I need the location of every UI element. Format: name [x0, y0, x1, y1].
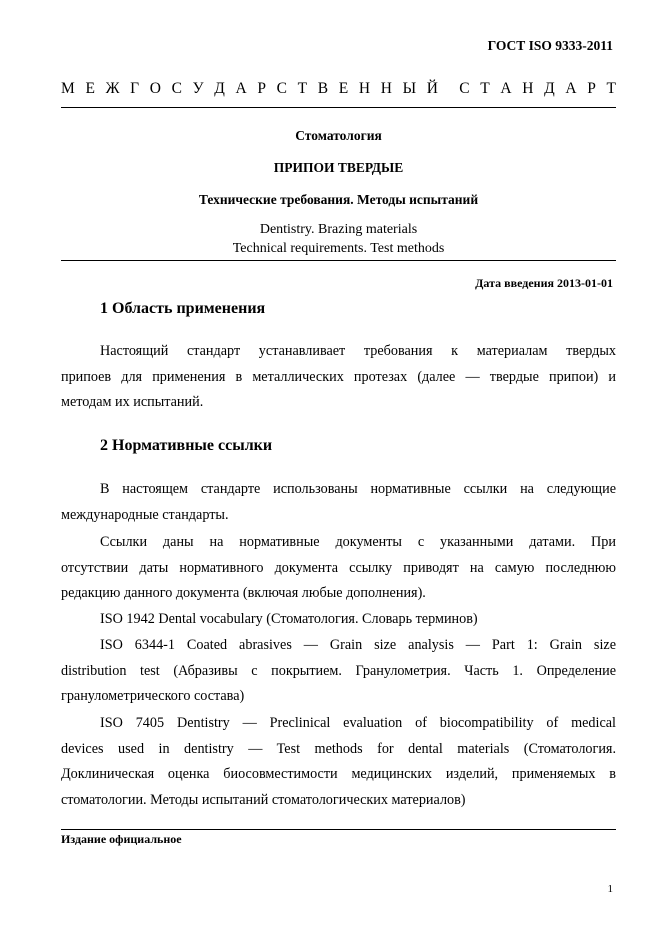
english-title-line: Dentistry. Brazing materials [259, 222, 418, 237]
interstate-letter: Н [358, 80, 371, 97]
text-line: devices used in dentistry — Test methods for dental materials (Стоматология. [61, 740, 616, 757]
section-1-heading: 1 Область применения [100, 300, 266, 317]
text-line: ISO 1942 Dental vocabulary (Стоматология. Словарь терминов) [100, 611, 478, 627]
top-divider [61, 107, 616, 108]
interstate-letter: Е [85, 80, 95, 97]
reference-iso-6344-1 [61, 633, 616, 710]
interstate-letter: Д [214, 80, 225, 97]
text-line: гранулометрического состава) [61, 688, 245, 705]
interstate-letter: О [149, 80, 161, 97]
interstate-letter: С [171, 80, 182, 97]
interstate-letter: В [317, 80, 329, 97]
interstate-letter: С [459, 80, 470, 97]
interstate-letter: Т [606, 80, 616, 97]
reference-iso-7405 [61, 711, 616, 813]
interstate-letter: А [500, 80, 512, 97]
official-edition-label: Издание официальное [61, 832, 182, 846]
text-line: Ссылки даны на нормативные документы с указанными датами. При [100, 534, 616, 550]
interstate-letter: Й [426, 80, 438, 97]
interstate-letter: Н [522, 80, 534, 97]
interstate-letter: А [565, 80, 577, 97]
text-line: distribution test (Абразивы с покрытием. Гранулометрия. Часть 1. Определение [61, 662, 616, 679]
interstate-letter: А [235, 80, 247, 97]
interstate-letter: Т [297, 80, 308, 97]
section-2-paragraph-1 [61, 477, 616, 528]
interstate-standard-heading [61, 80, 616, 98]
section-2-paragraph-2 [61, 530, 616, 607]
text-line: В настоящем стандарте использованы нормативные ссылки на следующие [100, 481, 616, 497]
section-1-paragraph [61, 339, 616, 416]
interstate-letter: Н [380, 80, 392, 97]
text-line: отсутствии даты нормативного документа ссылку приводят на самую последнюю [61, 559, 616, 576]
interstate-letter: Д [544, 80, 555, 97]
text-line: методам их испытаний. [61, 394, 204, 411]
document-code: ГОСТ ISO 9333-2011 [487, 38, 613, 53]
title-divider [61, 260, 616, 261]
text-line: стоматологии. Методы испытаний стоматологических материалов) [61, 791, 466, 808]
text-line: редакцию данного документа (включая любые дополнения). [61, 585, 426, 602]
interstate-letter: Ж [105, 80, 120, 97]
interstate-letter: Е [338, 80, 349, 97]
interstate-letter: М [61, 80, 75, 97]
interstate-letter: Ы [402, 80, 417, 97]
text-line: ISO 7405 Dentistry — Preclinical evaluation of biocompatibility of medical [100, 715, 616, 731]
text-line: Настоящий стандарт устанавливает требования к материалам твердых [100, 343, 616, 359]
text-line: припоев для применения в металлических протезах (далее — твердые припои) и [61, 368, 616, 385]
interstate-letter: Т [480, 80, 490, 97]
text-line: ISO 6344-1 Coated abrasives — Grain size analysis — Part 1: Grain size [100, 637, 616, 653]
section-2-heading: 2 Нормативные ссылки [100, 437, 273, 454]
interstate-letter: Г [130, 80, 140, 97]
interstate-letter: Р [257, 80, 266, 97]
page-number: 1 [607, 883, 613, 895]
document-subtitle: Технические требования. Методы испытаний [198, 192, 479, 207]
intro-date: Дата введения 2013-01-01 [475, 276, 613, 290]
text-line: Доклиническая оценка биосовместимости медицинских изделий, применяемых в [61, 766, 616, 783]
document-title: ПРИПОИ ТВЕРДЫЕ [273, 160, 404, 175]
text-line: международные стандарты. [61, 506, 229, 523]
interstate-letter: У [192, 80, 204, 97]
subject-heading: Стоматология [295, 128, 382, 143]
english-subtitle-line: Technical requirements. Test methods [232, 241, 445, 256]
reference-iso-1942 [61, 607, 616, 633]
footer-divider [61, 829, 616, 830]
interstate-letter: С [276, 80, 287, 97]
interstate-letter: Р [587, 80, 596, 97]
